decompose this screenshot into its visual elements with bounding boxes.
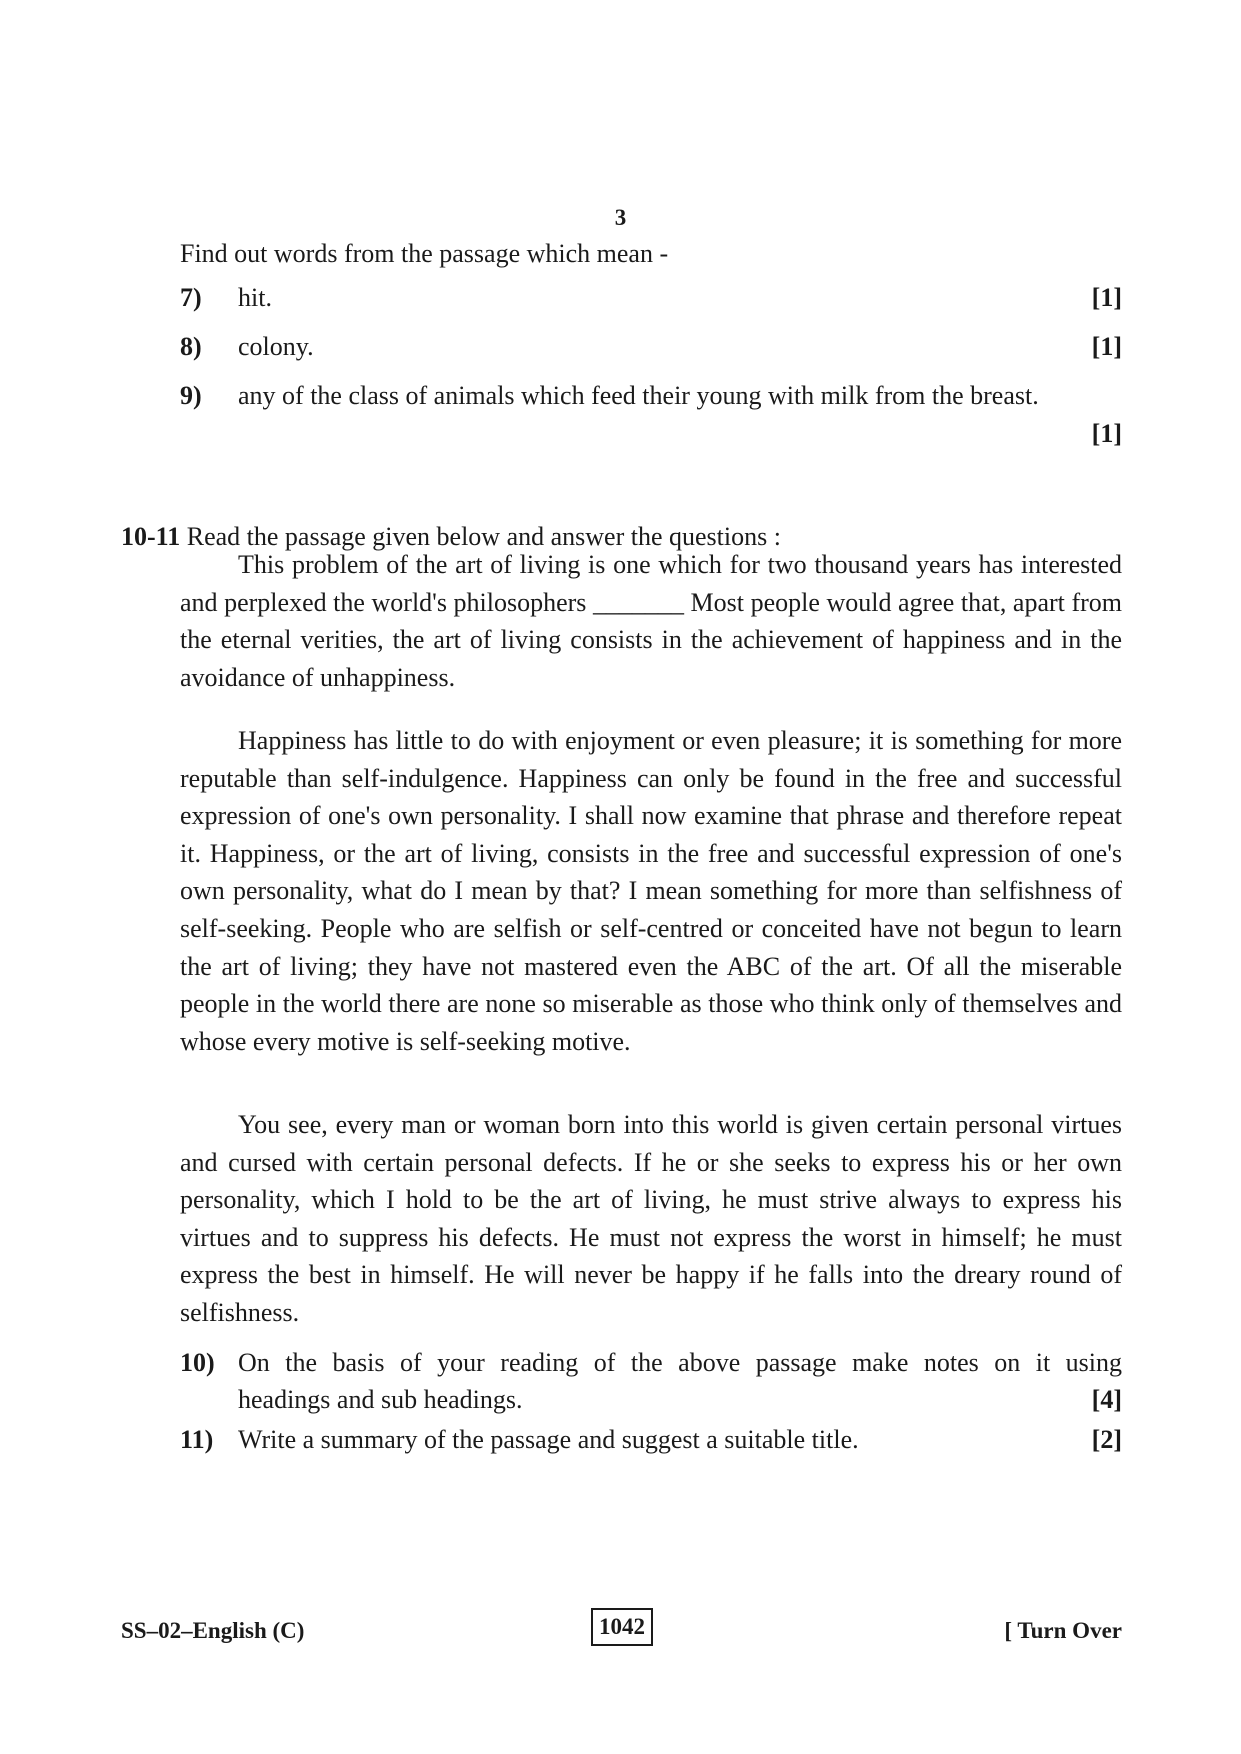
section-heading-text: Read the passage given below and answer the questions : [186,522,781,551]
question-marks: [4] [1091,1385,1122,1414]
question-text [238,1344,1122,1418]
question-marks: [1] [1091,283,1122,312]
question-text-line [238,1381,1122,1418]
question-number: 10) [180,1348,215,1377]
question-marks: [1] [1091,419,1122,448]
question-number: 11) [180,1425,214,1454]
question-number: 9) [180,381,202,410]
question-text: colony. [238,332,314,361]
vocabulary-instruction: Find out words from the passage which mean - [180,239,669,268]
question-text: hit. [238,283,272,312]
question-number: 7) [180,283,202,312]
question-marks: [2] [1091,1425,1122,1454]
turn-over: [ Turn Over [1004,1618,1122,1643]
passage-paragraph-3: You see, every man or woman born into this world is given certain personal virtues and cursed with certain personal defects. If he or she seeks to express his or her own personality, which I hold to be the art of living, he must strive always to express his virtues and to suppress his defects. He must not express the worst in himself; he must express the best in himself. He will never be happy if he falls into the dreary round of selfishness. [180,1110,1122,1327]
question-text: any of the class of animals which feed their young with milk from the breast. [238,381,1039,410]
question-text-line: headings and sub headings. [238,1385,523,1414]
question-9 [180,377,1122,457]
page-number: 3 [614,205,627,230]
passage-paragraph-2: Happiness has little to do with enjoyment or even pleasure; it is something for more reputable than self-indulgence. Happiness can only be found in the free and successful expression of one's own personality. I shall now examine that phrase and therefore repeat it. Happiness, or the art of living, consists in the free and successful expression of one's own personality, what do I mean by that? I mean something for more than selfishness of self-seeking. People who are selfish or self-centred or conceited have not begun to learn the art of living; they have not mastered even the ABC of the art. Of all the miserable people in the world there are none so miserable as those who think only of themselves and whose every motive is self-seeking motive. [180,726,1122,1056]
question-text-line: On the basis of your reading of the above passage make notes on it using [238,1348,1122,1377]
series-number: 1042 [591,1608,653,1646]
section-label: 10-11 [121,522,181,551]
passage-paragraph-1: This problem of the art of living is one which for two thousand years has interested and perplexed the world's philosophers _______ Most people would agree that, apart from the eternal verities, the art of living consists in the achievement of happiness and in the avoidance of unhappiness. [180,550,1122,692]
question-10 [180,1344,1122,1418]
question-marks: [1] [1091,332,1122,361]
question-number: 8) [180,332,202,361]
paper-code: SS–02–English (C) [121,1618,305,1643]
question-text: Write a summary of the passage and suggest a suitable title. [238,1425,859,1454]
